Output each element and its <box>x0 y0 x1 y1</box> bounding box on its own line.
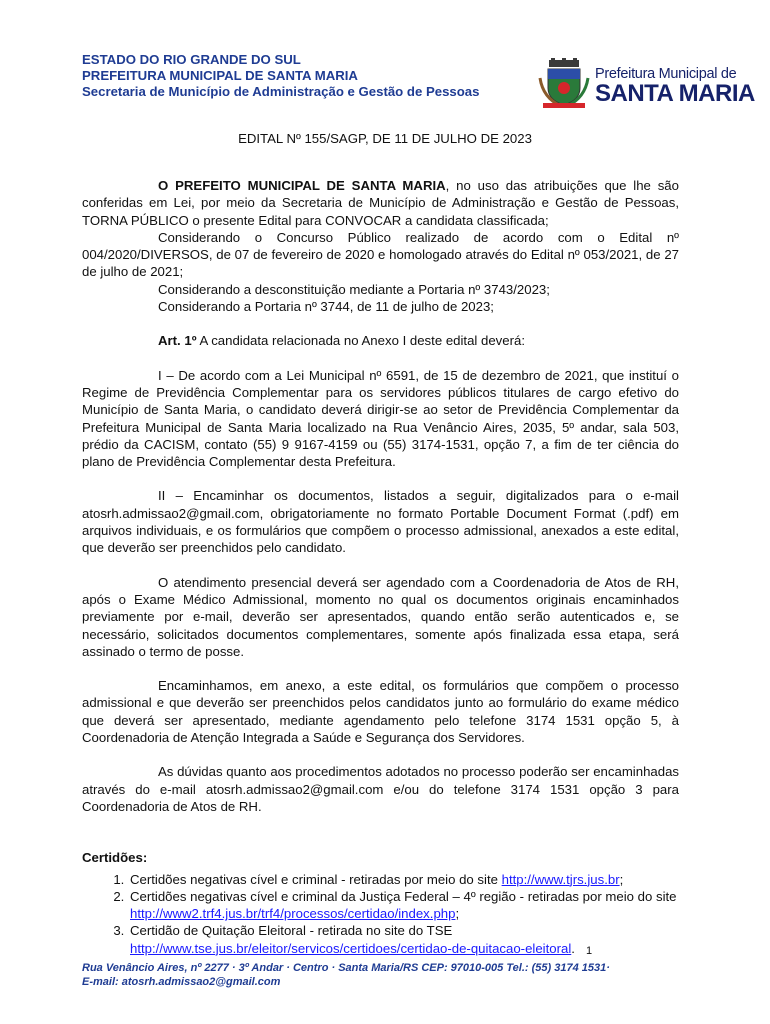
certidoes-list <box>82 871 679 957</box>
certidao-punct-3: . <box>571 940 575 956</box>
logo-text-city: SANTA MARIA <box>595 80 755 107</box>
certidoes-title: Certidões: <box>82 850 148 866</box>
duvidas-paragraph: As dúvidas quanto aos procedimentos adotados no processo poderão ser encaminhadas através do e-mail atosrh.admissao2@gmail.com e/ou do telefone 3174 1531 opção 3 para Coordenadoria de Atos de RH. <box>82 764 679 814</box>
header-prefeitura: PREFEITURA MUNICIPAL DE SANTA MARIA <box>82 68 358 83</box>
art1-label: Art. 1º <box>158 333 197 349</box>
prefeitura-logo <box>537 58 755 110</box>
certidao-punct-2: ; <box>455 906 460 922</box>
trf4-link[interactable]: http://www2.trf4.jus.br/trf4/processos/certidao/index.php <box>130 906 456 922</box>
item-1-paragraph: I – De acordo com a Lei Municipal nº 6591, de 15 de dezembro de 2021, que instituí o Regime de Previdência Complementar para os servidores públicos titulares de cargo efetivo do Município de Santa Maria, o candidato deverá dirigir-se ao setor de Previdência Complementar da Prefeitura Municipal de Santa Maria localizado na Rua Venâncio Aires, 2035, 5º andar, sala 503, prédio da CACISM, contato (55) 9 9167-4159 ou (55) 3174-1531, opção 7, a fim de ter ciência do plano de Previdência Complementar desta Prefeitura. <box>82 367 679 470</box>
tse-link[interactable]: http://www.tse.jus.br/eleitor/servicos/certidoes/certidao-de-quitacao-eleitoral <box>130 940 572 956</box>
item-2-paragraph: II – Encaminhar os documentos, listados a seguir, digitalizados para o e-mail atosrh.admissao2@gmail.com, obrigatoriamente no formato Portable Document Format (.pdf) em arquivos individuais, e os formulários que compõem o processo admissional, anexados a este edital, que deverão ser preenchidos pelo candidato. <box>82 488 679 556</box>
certidao-text-2: Certidões negativas cível e criminal da Justiça Federal – 4º região - retiradas por meio do site <box>130 888 677 904</box>
art1-text: A candidata relacionada no Anexo I deste edital deverá: <box>196 333 525 349</box>
coat-of-arms-icon <box>537 58 591 110</box>
art1-paragraph <box>82 332 679 349</box>
list-item <box>128 871 679 888</box>
list-item <box>128 888 679 923</box>
considerando-2: Considerando a desconstituição mediante a Portaria nº 3743/2023; <box>158 281 550 297</box>
intro-paragraph <box>82 177 679 229</box>
certidao-text-1: Certidões negativas cível e criminal - retiradas por meio do site <box>130 871 502 887</box>
atendimento-paragraph: O atendimento presencial deverá ser agendado com a Coordenadoria de Atos de RH, após o Exame Médico Admissional, momento no qual os documentos originais encaminhados previamente por e-mail, deverão ser apresentados, quando então serão autenticados e, se necessário, solicitados documentos complementares, somente após finalizada essa etapa, será assinado o termo de posse. <box>82 574 679 659</box>
list-item <box>128 922 679 957</box>
document-body <box>82 177 679 957</box>
certidao-punct-1: ; <box>619 871 624 887</box>
intro-bold: O PREFEITO MUNICIPAL DE SANTA MARIA <box>158 178 446 193</box>
certidao-text-3: Certidão de Quitação Eleitoral - retirada no site do TSE <box>130 923 453 939</box>
considerando-3: Considerando a Portaria nº 3744, de 11 de julho de 2023; <box>158 299 494 315</box>
footer-email: E-mail: atosrh.admissao2@gmail.com <box>82 976 281 988</box>
logo-text-prefeitura: Prefeitura Municipal de <box>595 66 737 82</box>
intro-text: , no uso das atribuições que lhe são conferidas em Lei, por meio da Secretaria de Município de Administração e Gestão de Pessoas, TORNA PÚBLICO o presente Edital para CONVOCAR a candidata classificada; <box>82 178 679 228</box>
tjrs-link[interactable]: http://www.tjrs.jus.br <box>501 871 620 887</box>
footer <box>82 961 702 989</box>
letterhead <box>82 52 522 100</box>
considerando-1: Considerando o Concurso Público realizado de acordo com o Edital nº 004/2020/DIVERSOS, de 07 de fevereiro de 2020 e homologado através do Edital nº 053/2021, de 27 de julho de 2021; <box>82 229 679 280</box>
edital-title: EDITAL Nº 155/SAGP, DE 11 DE JULHO DE 2023 <box>238 131 532 146</box>
footer-address: Rua Venâncio Aires, nº 2277 · 3º Andar · Centro · Santa Maria/RS CEP: 97010-005 Tel.: (55) 3174 1531· <box>82 962 610 974</box>
page-number: 1 <box>586 945 593 957</box>
header-secretaria: Secretaria de Município de Administração e Gestão de Pessoas <box>82 84 480 99</box>
header-state: ESTADO DO RIO GRANDE DO SUL <box>82 52 301 67</box>
encaminhamos-paragraph: Encaminhamos, em anexo, a este edital, os formulários que compõem o processo admissional e que deverão ser preenchidos pelos candidatos junto ao formulário do exame médico que deverá ser apresentado, mediante agendamento pelo telefone 3174 1531 opção 5, à Coordenadoria de Atenção Integrada a Saúde e Segurança dos Servidores. <box>82 678 679 746</box>
